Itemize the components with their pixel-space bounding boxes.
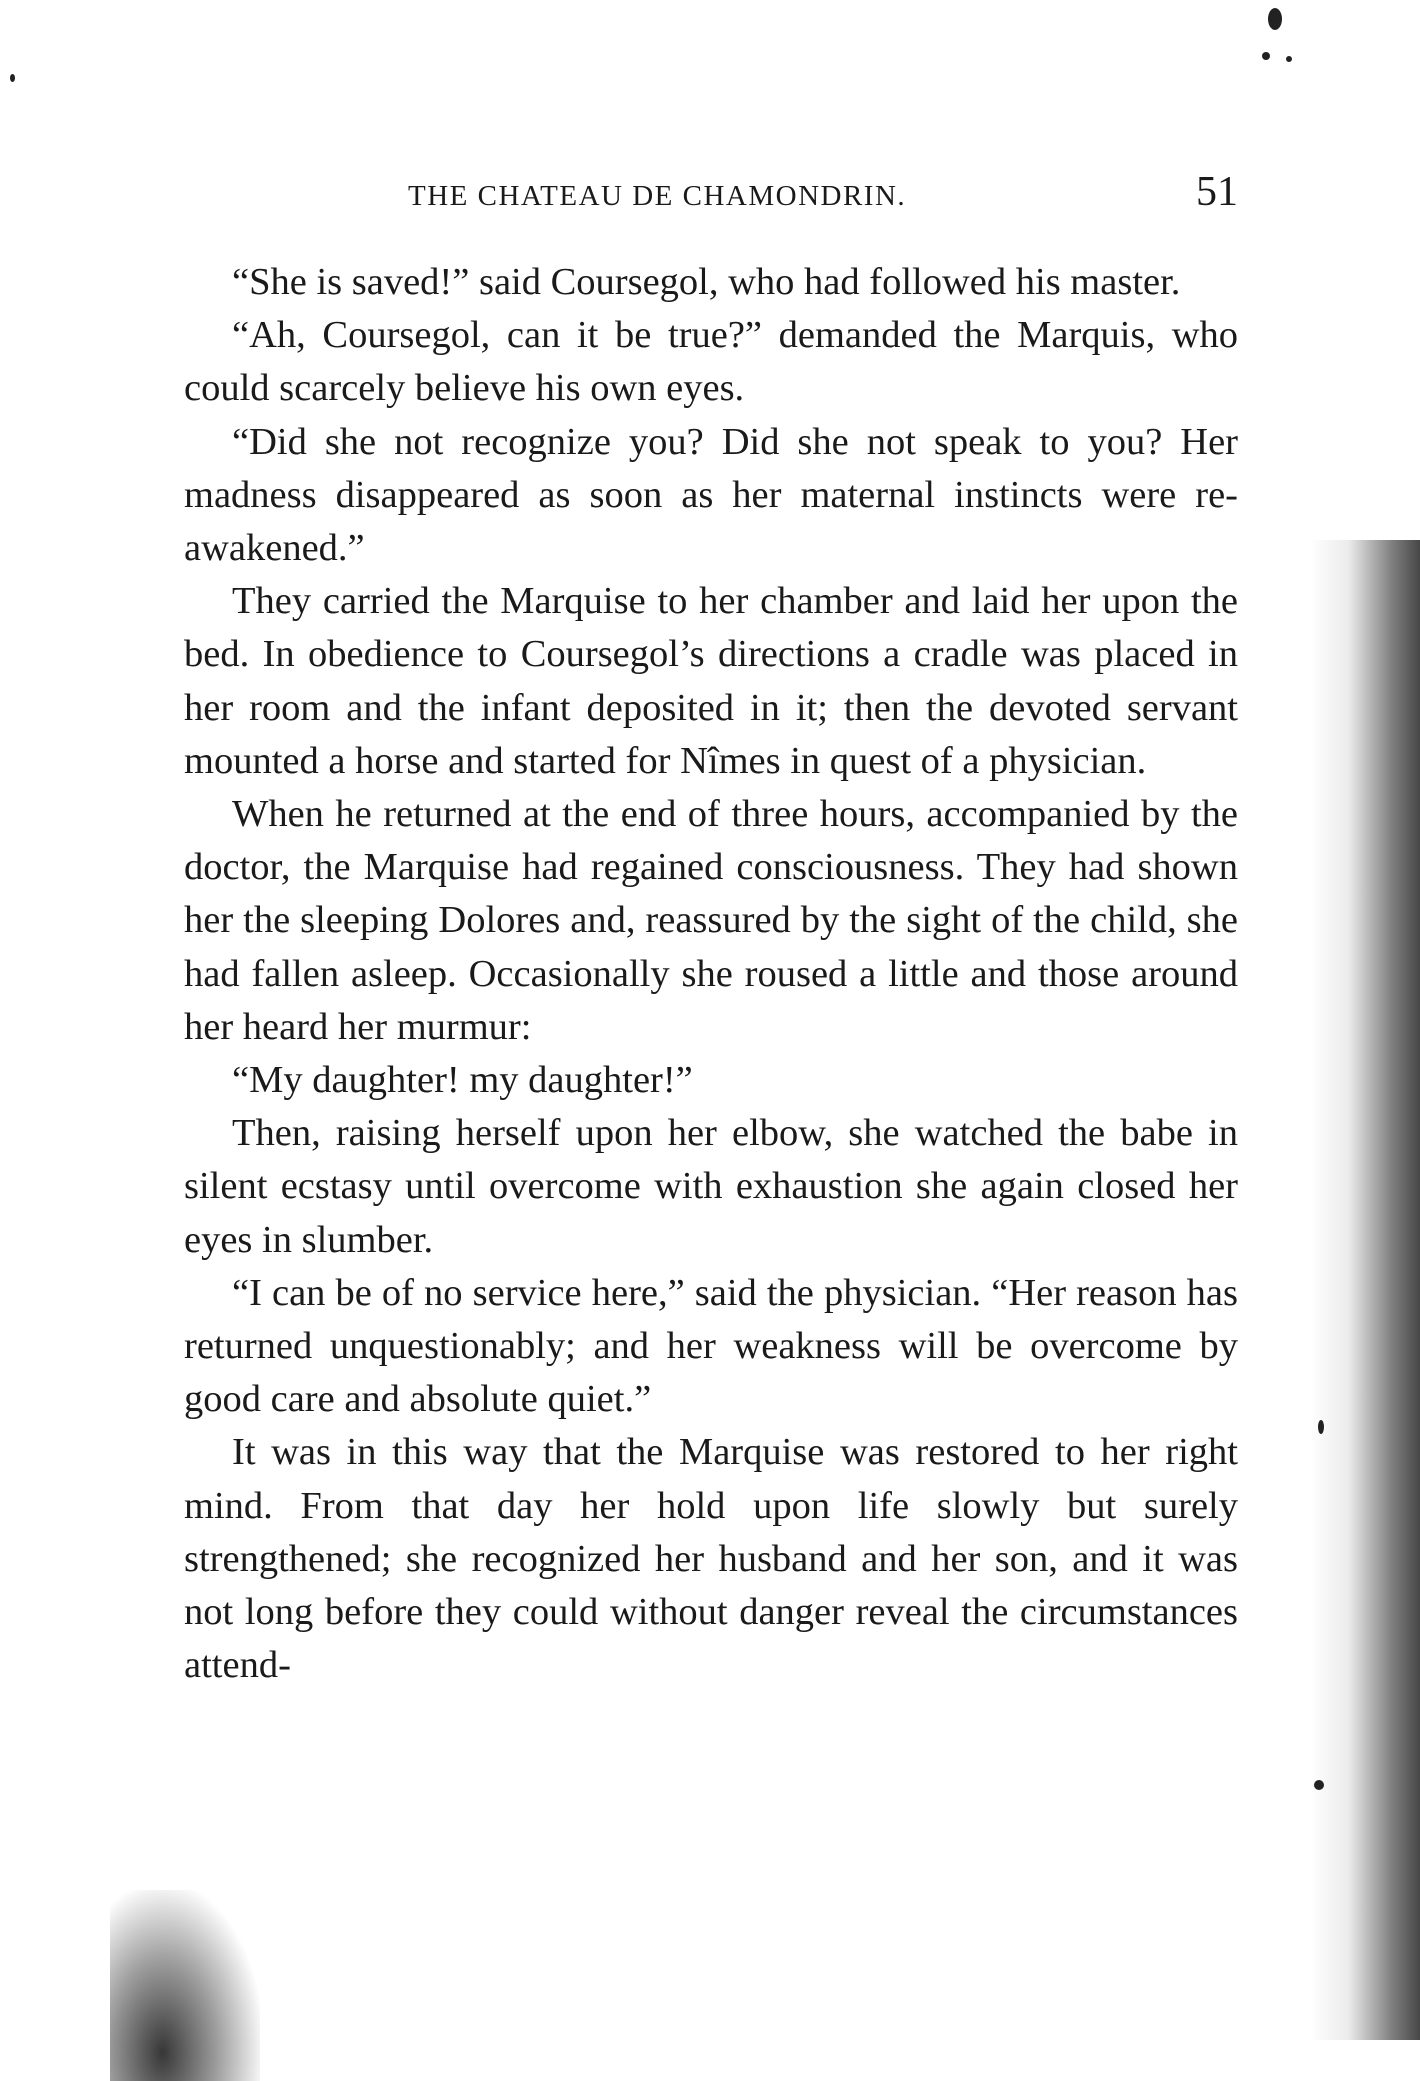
body-text [184, 256, 1238, 1692]
scan-speck [10, 74, 15, 82]
running-title: THE CHATEAU DE CHAMONDRIN. [408, 180, 907, 212]
scan-speck [1286, 56, 1292, 62]
scan-edge-shadow [1310, 540, 1420, 2040]
paragraph: “Ah, Coursegol, can it be true?” demanded the Marquis, who could scarcely believe his own eyes. [184, 314, 1238, 410]
paragraph: “She is saved!” said Coursegol, who had followed his master. [232, 261, 1181, 303]
paragraph: Then, raising herself upon her elbow, she watched the babe in silent ecstasy until overcome with exhaustion she again closed her eyes in slumber. [184, 1112, 1238, 1261]
scan-speck [1318, 1420, 1324, 1434]
scan-speck [1262, 52, 1270, 60]
page-header [184, 168, 1238, 218]
paragraph: “My daughter! my daughter!” [232, 1059, 693, 1102]
scan-speck [1268, 8, 1282, 30]
paragraph: “Did she not recognize you? Did she not speak to you? Her madness disappeared as soon as her maternal instincts were re-awakened.” [184, 420, 1238, 570]
paragraph: When he returned at the end of three hours, accompanied by the doctor, the Marquise had regained consciousness. They had shown her the sleeping Dolores and, reassured by the sight of the child, she had fallen asleep. Occasionally she roused a little and those around her heard her murmur: [184, 793, 1238, 1048]
scan-corner-smudge [110, 1890, 260, 2081]
page-number: 51 [1196, 169, 1238, 215]
paragraph: They carried the Marquise to her chamber and laid her upon the bed. In obedience to Coursegol’s directions a cradle was placed in her room and the infant deposited in it; then the devoted servant mounted a horse and started for Nîmes in quest of a physician. [184, 580, 1238, 782]
paragraph: It was in this way that the Marquise was restored to her right mind. From that day her hold upon life slowly but surely strengthened; she recognized her husband and her son, and it was not long before they could without danger reveal the circumstances attend- [184, 1431, 1238, 1687]
scan-speck [1314, 1780, 1324, 1790]
paragraph: “I can be of no service here,” said the physician. “Her reason has returned unquestionably; and her weakness will be overcome by good care and absolute quiet.” [184, 1271, 1238, 1421]
